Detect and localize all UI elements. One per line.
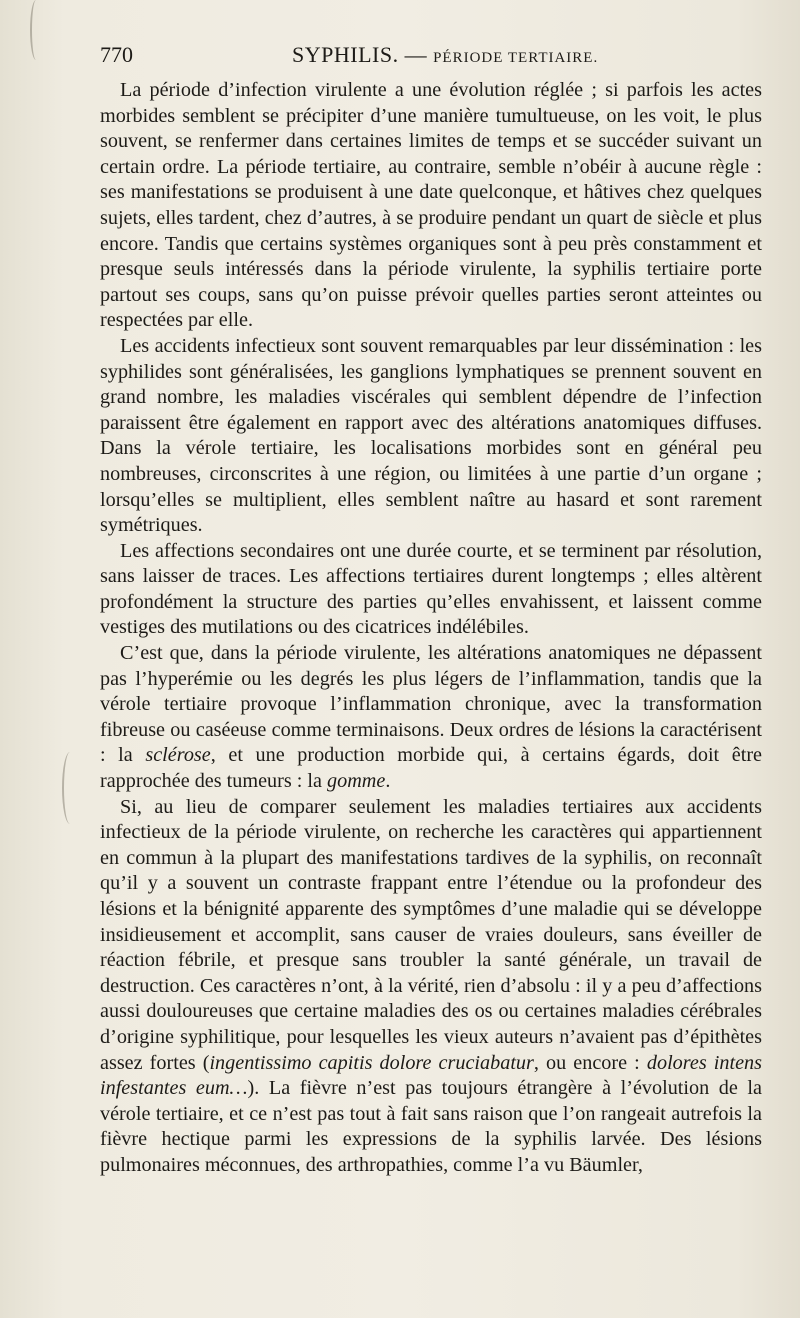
corner-pencil-mark: [30, 0, 42, 60]
paragraph-2: Les accidents infectieux sont souvent remarquables par leur dissémination : les syphilides sont généralisées, les ganglions lymphatiques se prennent souvent en grand nombre, les maladies viscérales qui semblent dépendre de l’infection paraissent être également en rapport avec des altérations anatomiques diffuses. Dans la vérole tertiaire, les localisations morbides sont en général peu nombreuses, circonscrites à une région, ou limitées à une partie d’un organe ; lorsqu’elles se multiplient, elles semblent naître au hasard et sont rarement symétriques.: [100, 334, 762, 537]
running-title-sub: PÉRIODE TERTIAIRE.: [433, 50, 599, 66]
margin-pencil-mark: [62, 752, 78, 824]
paragraph-1: La période d’infection virulente a une évolution réglée ; si parfois les actes morbides semblent se précipiter d’une manière tumultueuse, on les voit, le plus souvent, se renfermer dans certaines limites de temps et se succéder suivant un certain ordre. La période tertiaire, au contraire, semble n’obéir à aucune règle : ses manifestations se produisent à une date quelconque, et hâtives chez quelques sujets, elles tardent, chez d’autres, à se produire pendant un quart de siècle et plus encore. Tandis que certains systèmes organiques sont à peu près constamment et presque seuls intéressés dans la période virulente, la syphilis tertiaire porte partout ses coups, sans qu’on puisse prévoir quelles parties seront atteintes ou respectées par elle.: [100, 79, 762, 332]
body-text: [100, 78, 762, 1179]
page-header: [100, 42, 760, 72]
paragraph-3: Les affections secondaires ont une durée courte, et se terminent par résolution, sans laisser de traces. Les affections tertiaires durent longtemps ; elles altèrent profondément la structure des parties qu’elles envahissent, et laissent comme vestiges des mutilations ou des cicatrices indélébiles.: [100, 539, 762, 639]
paragraph-4: C’est que, dans la période virulente, les altérations anatomiques ne dépassent pas l’hyperémie ou les degrés les plus légers de l’inflammation, tandis que la vérole tertiaire provoque l’inflammation chronique, avec la transformation fibreuse ou caséeuse comme terminaisons. Deux ordres de lésions la caractérisent : la sclérose, et une production morbide qui, à certains égards, doit être rapprochée des tumeurs : la gomme.: [100, 642, 762, 793]
page-number: 770: [100, 42, 133, 67]
running-title-main: SYPHILIS. —: [292, 42, 428, 67]
running-title: [292, 42, 598, 68]
paragraph-5: Si, au lieu de comparer seulement les maladies tertiaires aux accidents infectieux de la période virulente, on recherche les caractères qui appartiennent en commun à la plupart des manifestations tardives de la syphilis, on reconnaît qu’il y a souvent un contraste frappant entre l’étendue ou la profondeur des lésions et la bénignité apparente des symptômes d’une maladie qui se développe insidieusement et accomplit, sans causer de vraies douleurs, sans éveiller de réaction fébrile, et presque sans troubler la santé générale, un travail de destruction. Ces caractères n’ont, à la vérité, rien d’absolu : il y a peu d’affections aussi douloureuses que certaine maladies des os ou certaines maladies cérébrales d’origine syphilitique, pour lesquelles les vieux auteurs n’avaient pas d’épithètes assez fortes (ingentissimo capitis dolore cruciabatur, ou encore : dolores intens infestantes eum…). La fièvre n’est pas toujours étrangère à l’évolution de la vérole tertiaire, et ce n’est pas tout à fait sans raison que l’on rangeait autrefois la fièvre hectique parmi les expressions de la syphilis larvée. Des lésions pulmonaires méconnues, des arthropathies, comme l’a vu Bäumler,: [100, 795, 762, 1176]
